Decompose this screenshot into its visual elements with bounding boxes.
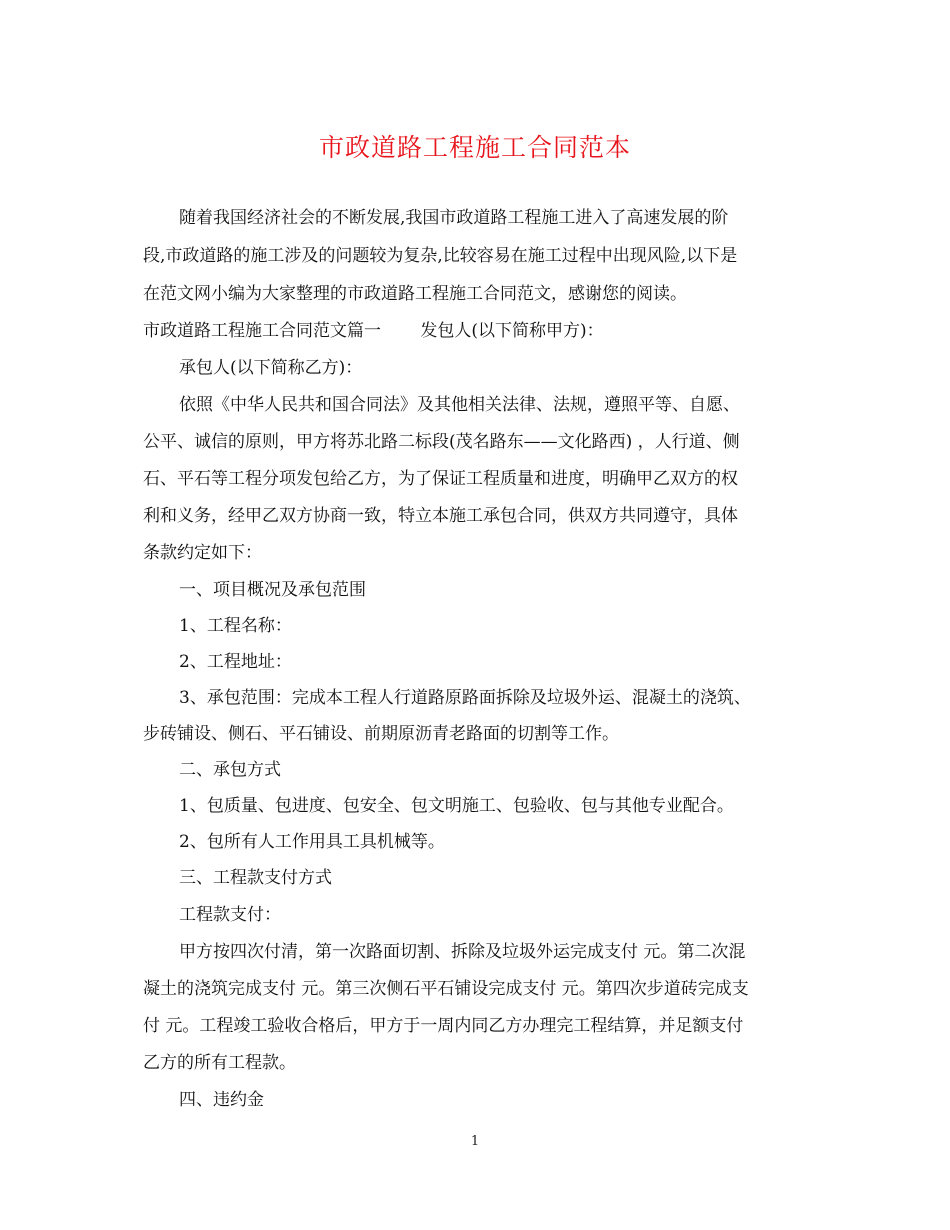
paragraph-line: 利和义务，经甲乙双方协商一致，特立本施工承包合同，供双方共同遵守，具体 [143, 506, 738, 526]
paragraph-line: 工程款支付： [179, 905, 281, 925]
paragraph-line: 步砖铺设、侧石、平石铺设、前期原沥青老路面的切割等工作。 [143, 724, 619, 744]
paragraph-line: 条款约定如下： [143, 543, 262, 563]
paragraph-line: 随着我国经济社会的不断发展,我国市政道路工程施工进入了高速发展的阶 [179, 208, 729, 228]
paragraph-line: 3、承包范围：完成本工程人行道路原路面拆除及垃圾外运、混凝土的浇筑、 [179, 688, 751, 708]
paragraph-line: 乙方的所有工程款。 [143, 1053, 296, 1073]
section-heading: 三、工程款支付方式 [179, 868, 332, 888]
paragraph-line: 石、平石等工程分项发包给乙方，为了保证工程质量和进度，明确甲乙双方的权 [143, 469, 738, 489]
section-heading: 一、项目概况及承包范围 [179, 580, 366, 600]
paragraph-line: 市政道路工程施工合同范文篇一 发包人(以下简称甲方)： [143, 321, 604, 341]
paragraph-line: 凝土的浇筑完成支付 元。第三次侧石平石铺设完成支付 元。第四次步道砖完成支 [143, 979, 749, 999]
paragraph-line: 公平、诚信的原则，甲方将苏北路二标段(茂名路东——文化路西) ，人行道、侧 [143, 432, 740, 452]
paragraph-line: 甲方按四次付清，第一次路面切割、拆除及垃圾外运完成支付 元。第二次混 [179, 942, 746, 962]
paragraph-line: 2、包所有人工作用具工具机械等。 [179, 832, 445, 852]
paragraph-line: 在范文网小编为大家整理的市政道路工程施工合同范文，感谢您的阅读。 [143, 284, 687, 304]
paragraph-line: 2、工程地址： [179, 652, 292, 672]
paragraph-line: 1、工程名称： [179, 616, 292, 636]
document-title: 市政道路工程施工合同范本 [318, 133, 631, 162]
page-number: 1 [470, 1134, 480, 1149]
paragraph-line: 付 元。工程竣工验收合格后，甲方于一周内同乙方办理完工程结算，并足额支付 [143, 1016, 744, 1036]
paragraph-line: 1、包质量、包进度、包安全、包文明施工、包验收、包与其他专业配合。 [179, 796, 734, 816]
section-heading: 四、违约金 [179, 1090, 264, 1110]
paragraph-line: 段,市政道路的施工涉及的问题较为复杂,比较容易在施工过程中出现风险,以下是 [143, 246, 738, 266]
paragraph-line: 承包人(以下简称乙方)： [179, 358, 363, 378]
section-heading: 二、承包方式 [179, 760, 281, 780]
paragraph-line: 依照《中华人民共和国合同法》及其他相关法律、法规，遵照平等、自愿、 [179, 395, 740, 415]
